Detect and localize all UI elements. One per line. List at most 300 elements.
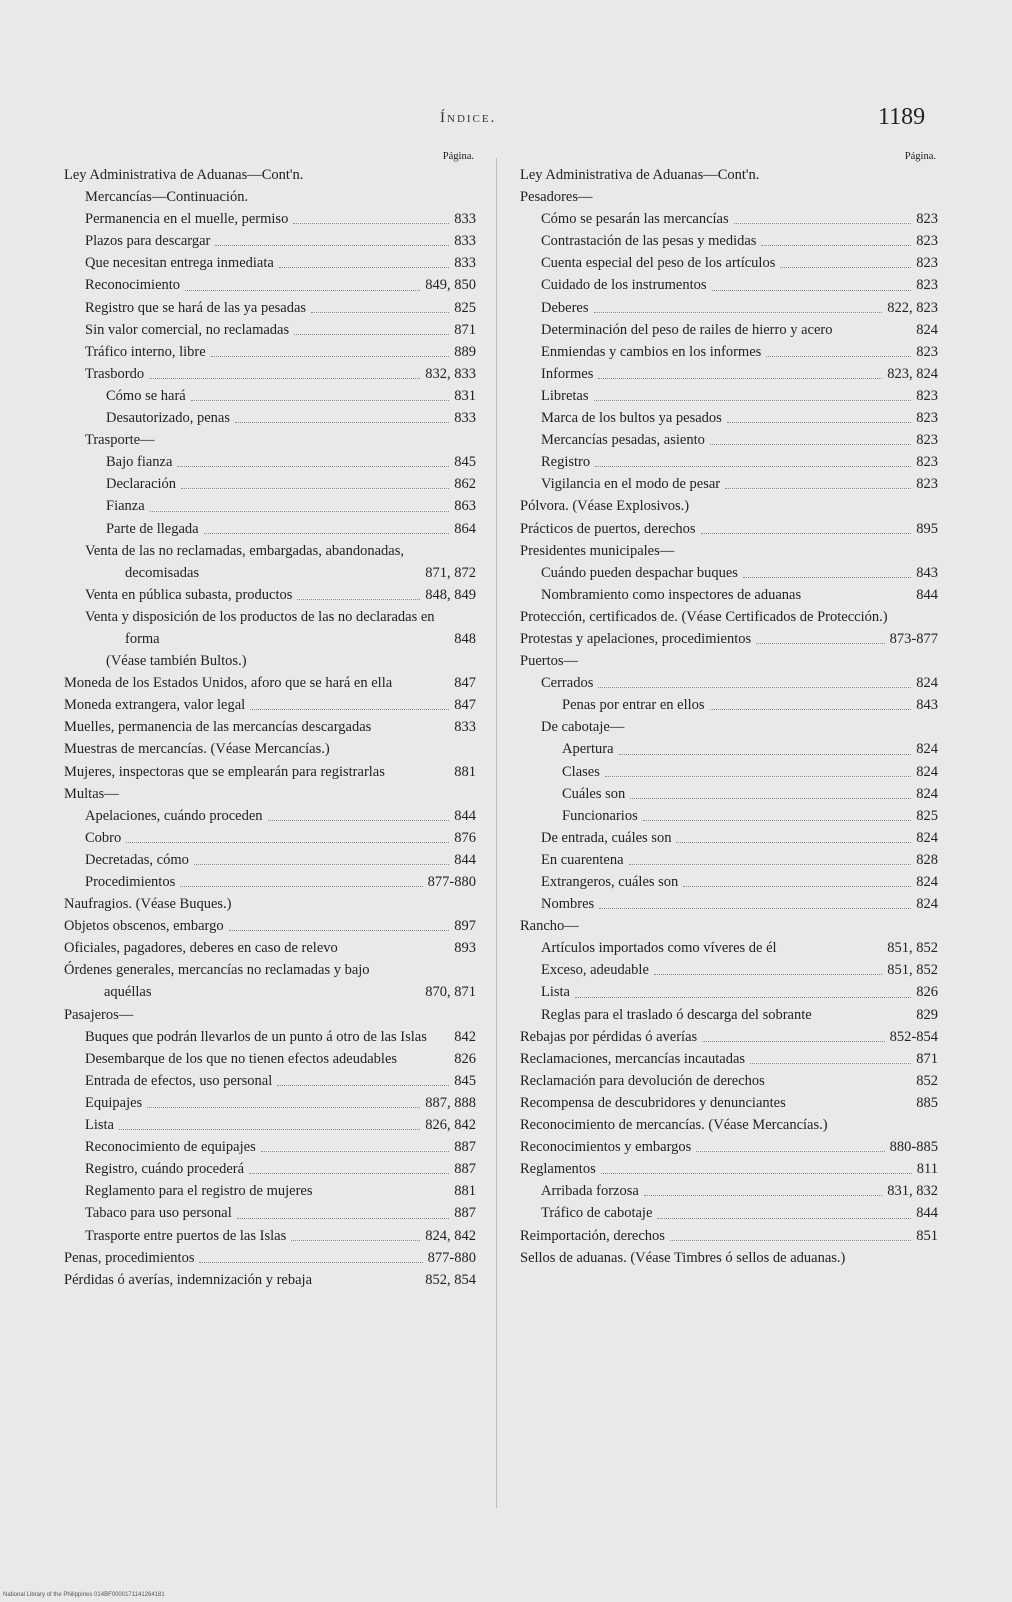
index-entry-page: 833 xyxy=(454,255,476,272)
dot-leader xyxy=(643,820,912,821)
dot-leader xyxy=(147,1107,420,1108)
index-entry-term: Desautorizado, penas xyxy=(106,410,231,427)
index-entry-page: 849, 850 xyxy=(425,277,476,294)
index-entry-page: 824 xyxy=(916,763,938,780)
index-entry xyxy=(520,274,938,296)
index-entry xyxy=(64,1247,476,1269)
index-entry-term: Protestas y apelaciones, procedimientos xyxy=(520,630,752,647)
index-entry-term: Registro que se hará de las ya pesadas xyxy=(85,299,307,316)
index-entry-page: 852, 854 xyxy=(425,1271,476,1288)
index-entry-term: Apertura xyxy=(562,741,614,758)
index-entry-term: Bajo fianza xyxy=(106,454,173,471)
index-entry xyxy=(520,937,938,959)
index-entry-term: Cómo se pesarán las mercancías xyxy=(541,211,729,228)
index-entry-term: Determinación del peso de railes de hierro y acero xyxy=(541,321,833,338)
index-entry-term: Contrastación de las pesas y medidas xyxy=(541,233,757,250)
running-head: Índice. xyxy=(440,110,497,126)
index-entry-term: Entrada de efectos, uso personal xyxy=(85,1072,273,1089)
index-entry-term: Decretadas, cómo xyxy=(85,851,189,868)
index-entry xyxy=(64,274,476,296)
index-entry-term: Que necesitan entrega inmediata xyxy=(85,255,274,272)
dot-leader xyxy=(766,356,911,357)
index-entry-term: Oficiales, pagadores, deberes en caso de relevo xyxy=(64,940,338,957)
dot-leader xyxy=(654,974,882,975)
dot-leader xyxy=(734,223,912,224)
index-entry-term: Libretas xyxy=(541,387,589,404)
index-entry xyxy=(520,1225,938,1247)
index-entry xyxy=(520,385,938,407)
index-entry xyxy=(520,827,938,849)
index-entry xyxy=(64,1114,476,1136)
index-entry xyxy=(520,1180,938,1202)
dot-leader xyxy=(710,709,912,710)
index-entry xyxy=(64,606,476,650)
index-entry xyxy=(520,738,938,760)
index-entry-term: Objetos obscenos, embargo xyxy=(64,918,224,935)
index-entry xyxy=(64,1202,476,1224)
dot-leader xyxy=(249,1173,449,1174)
index-entry xyxy=(64,1048,476,1070)
index-entry-term: Muestras de mercancías. (Véase Mercancías.) xyxy=(64,741,330,758)
index-entry-term: En cuarentena xyxy=(541,851,624,868)
index-entry-term: Venta en pública subasta, productos xyxy=(85,586,293,603)
index-entries-right xyxy=(520,164,938,1269)
index-entry xyxy=(520,694,938,716)
dot-leader xyxy=(696,1151,884,1152)
index-entry xyxy=(520,208,938,230)
index-entry xyxy=(64,186,476,208)
index-entry xyxy=(64,584,476,606)
index-entry-page: 895 xyxy=(916,520,938,537)
index-entry xyxy=(520,805,938,827)
dot-leader xyxy=(594,400,912,401)
dot-leader xyxy=(311,312,449,313)
index-entry-page: 851, 852 xyxy=(887,962,938,979)
index-entry xyxy=(520,429,938,451)
index-entry xyxy=(64,1158,476,1180)
dot-leader xyxy=(710,444,911,445)
index-entry-page: 826 xyxy=(916,984,938,1001)
dot-leader xyxy=(575,997,911,998)
index-entry-term: Cuándo pueden despachar buques xyxy=(541,564,738,581)
index-entry-term: Rebajas por pérdidas ó averías xyxy=(520,1028,698,1045)
index-entry-page: 862 xyxy=(454,476,476,493)
index-entry xyxy=(64,783,476,805)
index-entry-page: 880-885 xyxy=(889,1139,938,1156)
index-entry-term: Cuenta especial del peso de los artículos xyxy=(541,255,776,272)
index-entry-term: Lista xyxy=(85,1117,114,1134)
index-entry-term: Clases xyxy=(562,763,600,780)
dot-leader xyxy=(277,1085,449,1086)
index-entry xyxy=(64,672,476,694)
dot-leader xyxy=(181,488,449,489)
index-entry-term: Tráfico de cabotaje xyxy=(541,1205,653,1222)
index-entry xyxy=(520,871,938,893)
index-entry-term: Mercancías—Continuación. xyxy=(85,189,249,206)
index-entry-page: 852-854 xyxy=(889,1028,938,1045)
dot-leader xyxy=(683,886,911,887)
index-entry-term: Artículos importados como víveres de él xyxy=(541,940,777,957)
index-entry xyxy=(520,319,938,341)
index-entry-page: 823 xyxy=(916,476,938,493)
index-entry xyxy=(64,451,476,473)
dot-leader xyxy=(150,511,450,512)
index-entry-term: Enmiendas y cambios en los informes xyxy=(541,343,762,360)
index-entry xyxy=(64,849,476,871)
index-entry xyxy=(64,385,476,407)
dot-leader xyxy=(149,378,420,379)
index-entry-term: (Véase también Bultos.) xyxy=(106,653,247,670)
index-entry-page: 823 xyxy=(916,454,938,471)
index-entry xyxy=(520,1114,938,1136)
index-entry-term: Pérdidas ó averías, indemnización y rebaja xyxy=(64,1271,313,1288)
dot-leader xyxy=(191,400,450,401)
index-entry-term: Multas— xyxy=(64,785,119,802)
index-entry-term: Pasajeros— xyxy=(64,1006,134,1023)
index-entry-page: 881 xyxy=(454,1183,476,1200)
index-entry-term: Venta y disposición de los productos de las no declaradas en forma xyxy=(85,608,435,647)
index-entry xyxy=(520,1158,938,1180)
index-entry-page: 823 xyxy=(916,255,938,272)
index-entry-term: Sin valor comercial, no reclamadas xyxy=(85,321,290,338)
dot-leader xyxy=(185,290,420,291)
index-entry-page: 825 xyxy=(916,807,938,824)
dot-leader xyxy=(279,267,449,268)
index-entry xyxy=(520,164,938,186)
index-entry xyxy=(520,650,938,672)
dot-leader xyxy=(761,245,911,246)
dot-leader xyxy=(237,1218,450,1219)
index-entry-page: 864 xyxy=(454,520,476,537)
dot-leader xyxy=(601,1173,912,1174)
index-entry-term: Pólvora. (Véase Explosivos.) xyxy=(520,498,690,515)
index-entry xyxy=(520,1070,938,1092)
index-entry-term: Vigilancia en el modo de pesar xyxy=(541,476,721,493)
index-entry-page: 870, 871 xyxy=(425,984,476,1001)
index-entry-page: 843 xyxy=(916,564,938,581)
index-entry-term: Muelles, permanencia de las mercancías descargadas xyxy=(64,719,372,736)
index-entry xyxy=(64,429,476,451)
index-entry-term: Nombramiento como inspectores de aduanas xyxy=(541,586,802,603)
index-entry xyxy=(520,518,938,540)
index-entry-term: Equipajes xyxy=(85,1094,143,1111)
index-entry-term: Tráfico interno, libre xyxy=(85,343,206,360)
dot-leader xyxy=(676,842,911,843)
index-entry-term: Presidentes municipales— xyxy=(520,542,675,559)
index-entry-page: 832, 833 xyxy=(425,365,476,382)
index-entry-term: Procedimientos xyxy=(85,874,176,890)
index-entry xyxy=(64,297,476,319)
index-entry xyxy=(520,1004,938,1026)
index-entry xyxy=(520,893,938,915)
index-entry-page: 823 xyxy=(916,277,938,294)
index-entry-page: 871 xyxy=(916,1050,938,1067)
index-entry-term: Cerrados xyxy=(541,675,594,692)
index-entry xyxy=(520,297,938,319)
dot-leader xyxy=(702,1041,884,1042)
dot-leader xyxy=(750,1063,911,1064)
index-entry-page: 877-880 xyxy=(427,1249,476,1266)
index-entry-page: 848 xyxy=(454,630,476,647)
column-divider xyxy=(496,158,497,1508)
index-entry-term: Reconocimientos y embargos xyxy=(520,1139,692,1156)
dot-leader xyxy=(235,422,449,423)
index-entry-term: Reconocimiento de equipajes xyxy=(85,1139,256,1156)
index-entry xyxy=(520,495,938,517)
index-entry-term: Registro xyxy=(541,454,591,471)
index-entry xyxy=(64,650,476,672)
index-entry-page: 844 xyxy=(454,851,476,868)
index-entry xyxy=(64,363,476,385)
index-entry xyxy=(520,959,938,981)
dot-leader xyxy=(605,776,911,777)
index-entry-page: 887 xyxy=(454,1139,476,1156)
dot-leader xyxy=(629,864,912,865)
index-entry-page: 823, 824 xyxy=(887,365,938,382)
index-entry xyxy=(520,716,938,738)
index-entry-term: Reconocimiento xyxy=(85,277,181,294)
index-entry xyxy=(64,540,476,584)
index-entry xyxy=(520,451,938,473)
dot-leader xyxy=(598,687,911,688)
index-entry xyxy=(520,186,938,208)
dot-leader xyxy=(670,1240,911,1241)
dot-leader xyxy=(119,1129,420,1130)
index-entry-term: Funcionarios xyxy=(562,807,638,824)
index-entry-term: Apelaciones, cuándo proceden xyxy=(85,807,263,824)
index-entry xyxy=(64,164,476,186)
index-entry-page: 824 xyxy=(916,874,938,890)
index-entry-term: Trasporte entre puertos de las Islas xyxy=(85,1227,287,1244)
index-entry-page: 877-880 xyxy=(427,874,476,890)
dot-leader xyxy=(229,930,450,931)
index-entry-page: 873-877 xyxy=(889,630,938,647)
pagina-label: Página. xyxy=(442,151,474,162)
index-entry xyxy=(64,893,476,915)
index-entry-term: Reglamento para el registro de mujeres xyxy=(85,1183,313,1200)
dot-leader xyxy=(199,1262,422,1263)
dot-leader xyxy=(204,533,450,534)
index-entry-term: Permanencia en el muelle, permiso xyxy=(85,211,289,228)
dot-leader xyxy=(599,908,911,909)
index-entry xyxy=(64,915,476,937)
index-entry xyxy=(520,628,938,650)
dot-leader xyxy=(701,533,912,534)
dot-leader xyxy=(194,864,449,865)
index-entry-term: Rancho— xyxy=(520,918,579,935)
index-entry-page: 824 xyxy=(916,785,938,802)
index-entry xyxy=(64,1004,476,1026)
index-entry-term: Reglas para el traslado ó descarga del sobrante xyxy=(541,1006,812,1023)
index-entry-page: 823 xyxy=(916,432,938,449)
index-entry-term: Reconocimiento de mercancías. (Véase Mercancías.) xyxy=(520,1117,828,1134)
index-entry-page: 833 xyxy=(454,211,476,228)
dot-leader xyxy=(743,577,911,578)
index-entry-page: 852 xyxy=(916,1072,938,1089)
index-entry-page: 826 xyxy=(454,1050,476,1067)
dot-leader xyxy=(291,1240,420,1241)
index-entry-term: Órdenes generales, mercancías no reclamadas y bajo aquéllas xyxy=(64,962,370,1001)
index-entry-term: Reclamación para devolución de derechos xyxy=(520,1072,765,1089)
index-entry xyxy=(64,1136,476,1158)
index-entry xyxy=(64,518,476,540)
index-entry-term: Moneda de los Estados Unidos, aforo que se hará en ella xyxy=(64,675,393,692)
index-entry-page: 822, 823 xyxy=(887,299,938,316)
index-entry xyxy=(64,1026,476,1048)
index-entry-page: 833 xyxy=(454,410,476,427)
index-entry xyxy=(64,716,476,738)
index-entry-term: Nombres xyxy=(541,896,595,913)
index-entry-term: Penas, procedimientos xyxy=(64,1249,195,1266)
index-entry xyxy=(520,1247,938,1269)
index-entry xyxy=(64,319,476,341)
dot-leader xyxy=(756,643,885,644)
index-entry-page: 889 xyxy=(454,343,476,360)
index-entry-term: Extrangeros, cuáles son xyxy=(541,874,679,890)
index-entry-page: 844 xyxy=(916,1205,938,1222)
index-entry-page: 823 xyxy=(916,387,938,404)
index-entry-page: 823 xyxy=(916,211,938,228)
pagina-label: Página. xyxy=(904,151,936,162)
dot-leader xyxy=(177,466,449,467)
index-entry xyxy=(520,1026,938,1048)
dot-leader xyxy=(725,488,911,489)
index-entry-term: De cabotaje— xyxy=(541,719,625,736)
index-entry xyxy=(520,407,938,429)
index-entry xyxy=(520,1136,938,1158)
index-entry xyxy=(64,694,476,716)
index-entry xyxy=(64,959,476,1003)
index-entry xyxy=(520,761,938,783)
index-entry-term: Parte de llegada xyxy=(106,520,199,537)
index-entry xyxy=(64,1092,476,1114)
index-entry-term: Cuidado de los instrumentos xyxy=(541,277,707,294)
index-entry-page: 829 xyxy=(916,1006,938,1023)
index-entry-term: Arribada forzosa xyxy=(541,1183,639,1200)
dot-leader xyxy=(619,754,912,755)
dot-leader xyxy=(293,223,449,224)
dot-leader xyxy=(211,356,450,357)
index-entry-term: Buques que podrán llevarlos de un punto á otro de las Islas xyxy=(85,1028,427,1045)
index-entry-term: Trasporte— xyxy=(85,432,155,449)
page-header xyxy=(0,104,1012,144)
index-column-left xyxy=(64,150,476,1291)
index-entry-page: 833 xyxy=(454,719,476,736)
index-entry-term: Exceso, adeudable xyxy=(541,962,649,979)
index-entry-term: Tabaco para uso personal xyxy=(85,1205,232,1222)
index-entry-term: Venta de las no reclamadas, embargadas, abandonadas, decomisadas xyxy=(85,542,405,581)
dot-leader xyxy=(598,378,882,379)
index-entry xyxy=(520,252,938,274)
dot-leader xyxy=(126,842,449,843)
index-entry-term: Cómo se hará xyxy=(106,387,186,404)
index-entry-term: Plazos para descargar xyxy=(85,233,211,250)
index-entry-term: Ley Administrativa de Aduanas—Cont'n. xyxy=(520,167,760,183)
index-entry-page: 811 xyxy=(916,1161,938,1178)
index-entry-term: Trasbordo xyxy=(85,365,145,382)
index-entry xyxy=(520,562,938,584)
index-entry-term: Registro, cuándo procederá xyxy=(85,1161,245,1178)
index-entry xyxy=(520,230,938,252)
index-entry-term: Reimportación, derechos xyxy=(520,1227,665,1244)
index-entry-page: 824 xyxy=(916,829,938,846)
index-entry-page: 893 xyxy=(454,940,476,957)
index-entry xyxy=(64,1225,476,1247)
dot-leader xyxy=(294,334,449,335)
index-entry-page: 881 xyxy=(454,763,476,780)
dot-leader xyxy=(215,245,449,246)
index-entry-page: 833 xyxy=(454,233,476,250)
footer-attribution: National Library of the Philippines 014BF0000171141264181 xyxy=(3,1592,165,1598)
index-entry-page: 845 xyxy=(454,454,476,471)
index-entry xyxy=(64,805,476,827)
index-entry-page: 885 xyxy=(916,1094,938,1111)
index-entry-term: Mercancías pesadas, asiento xyxy=(541,432,705,449)
index-entry xyxy=(64,473,476,495)
index-entry-term: Moneda extrangera, valor legal xyxy=(64,697,246,714)
dot-leader xyxy=(180,886,422,887)
index-entry-page: 887, 888 xyxy=(425,1094,476,1111)
index-entry xyxy=(64,230,476,252)
index-entry-page: 871 xyxy=(454,321,476,338)
index-entry-term: Marca de los bultos ya pesados xyxy=(541,410,722,427)
index-entry-term: Naufragios. (Véase Buques.) xyxy=(64,896,232,913)
index-entry xyxy=(64,937,476,959)
index-entry xyxy=(520,915,938,937)
index-entry xyxy=(520,1048,938,1070)
dot-leader xyxy=(595,466,911,467)
index-entry-page: 845 xyxy=(454,1072,476,1089)
dot-leader xyxy=(644,1195,882,1196)
index-entry-page: 823 xyxy=(916,410,938,427)
index-entry-term: Protección, certificados de. (Véase Certificados de Protección.) xyxy=(520,608,888,625)
index-entry xyxy=(520,363,938,385)
index-entry xyxy=(520,473,938,495)
index-entry-page: 831 xyxy=(454,387,476,404)
index-entry-term: Ley Administrativa de Aduanas—Cont'n. xyxy=(64,167,304,183)
index-entry-page: 887 xyxy=(454,1161,476,1178)
index-entry-term: Penas por entrar en ellos xyxy=(562,697,705,714)
index-entry-term: Deberes xyxy=(541,299,589,316)
index-entry-term: Informes xyxy=(541,365,594,382)
dot-leader xyxy=(712,290,912,291)
index-entry-term: Cobro xyxy=(85,829,122,846)
index-entry xyxy=(520,672,938,694)
index-entry xyxy=(64,871,476,893)
index-entry-term: Desembarque de los que no tienen efectos adeudables xyxy=(85,1050,398,1067)
index-entry xyxy=(520,341,938,363)
index-entry-page: 848, 849 xyxy=(425,586,476,603)
dot-leader xyxy=(268,820,450,821)
index-entry-term: De entrada, cuáles son xyxy=(541,829,672,846)
index-entry-page: 851, 852 xyxy=(887,940,938,957)
index-entry-page: 826, 842 xyxy=(425,1117,476,1134)
dot-leader xyxy=(780,267,911,268)
index-entry-page: 828 xyxy=(916,851,938,868)
index-entry-page: 844 xyxy=(916,586,938,603)
index-entry xyxy=(520,783,938,805)
dot-leader xyxy=(261,1151,450,1152)
index-entry-page: 887 xyxy=(454,1205,476,1222)
index-entry xyxy=(520,849,938,871)
index-entry xyxy=(520,1202,938,1224)
index-entry xyxy=(64,1070,476,1092)
index-entry-term: Declaración xyxy=(106,476,177,493)
index-entry xyxy=(64,827,476,849)
dot-leader xyxy=(727,422,911,423)
index-entry-page: 842 xyxy=(454,1028,476,1045)
index-entry xyxy=(64,761,476,783)
